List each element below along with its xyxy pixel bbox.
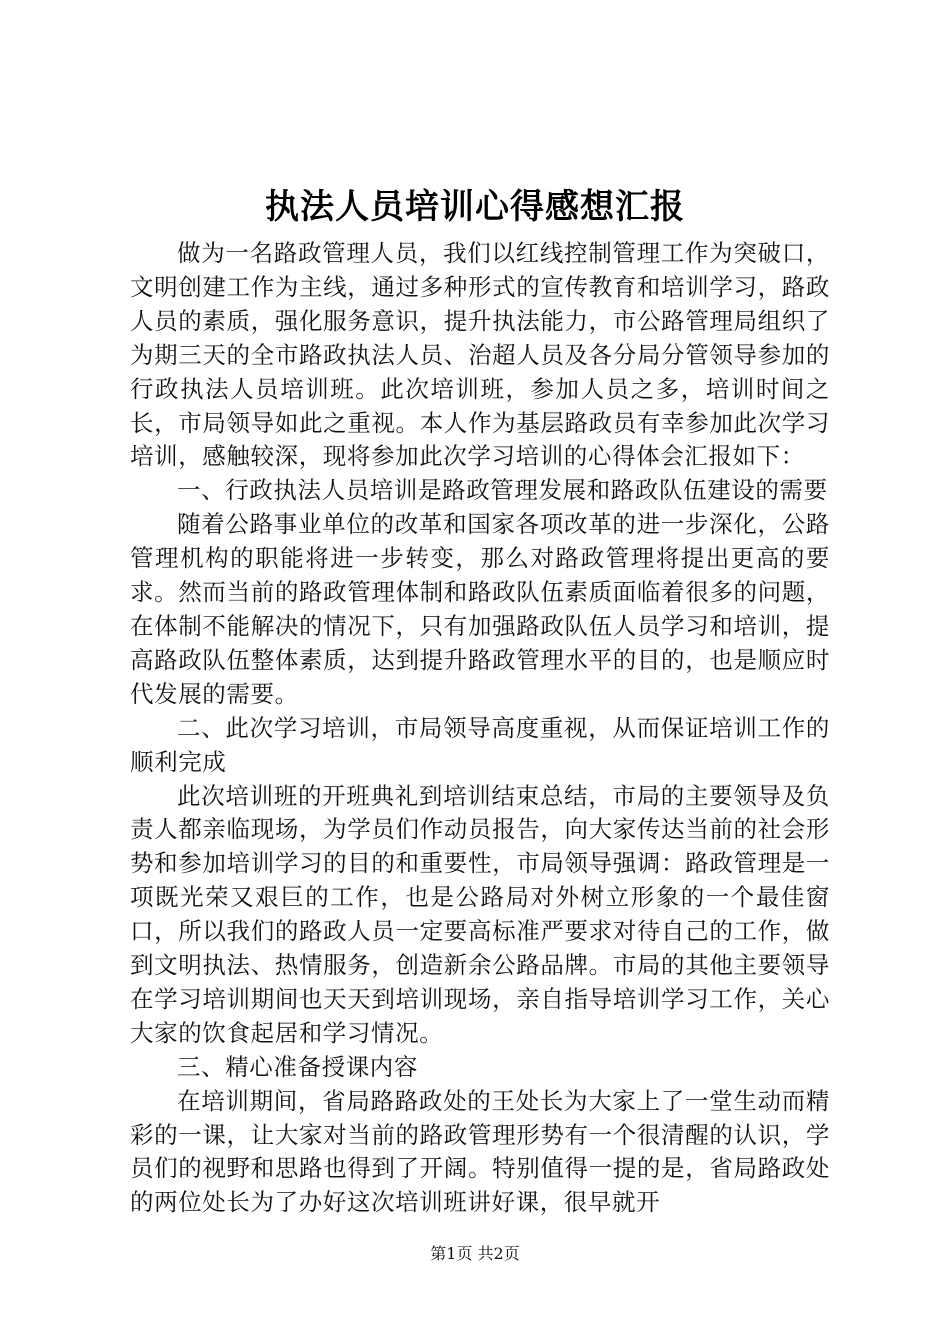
section-heading-1: 一、行政执法人员培训是路政管理发展和路政队伍建设的需要 xyxy=(177,476,828,505)
section-heading-3: 三、精心准备授课内容 xyxy=(177,1052,418,1081)
page-number-footer: 第1页 共2页 xyxy=(430,1244,520,1263)
section-paragraph-2: 此次培训班的开班典礼到培训结束总结，市局的主要领导及负责人都亲临现场，为学员们作动员报告，向大家传达当前的社会形势和参加培训学习的目的和重要性，市局领导强调：路政管理是一项既光荣又艰巨的工作，也是公路局对外树立形象的一个最佳窗口，所以我们的路政人员一定要高标准严要求对待自己的工作，做到文明执法、热情服务，创造新余公路品牌。市局的其他主要领导在学习培训期间也天天到培训现场，亲自指导培训学习工作，关心大家的饮食起居和学习情况。 xyxy=(130,781,830,1047)
document-body xyxy=(130,237,830,1220)
section-paragraph-3: 在培训期间，省局路路政处的王处长为大家上了一堂生动而精彩的一课，让大家对当前的路政管理形势有一个很清醒的认识，学员们的视野和思路也得到了开阔。特别值得一提的是，省局路政处的两位处长为了办好这次培训班讲好课，很早就开 xyxy=(130,1086,830,1217)
section-paragraph-1: 随着公路事业单位的改革和国家各项改革的进一步深化，公路管理机构的职能将进一步转变，那么对路政管理将提出更高的要求。然而当前的路政管理体制和路政队伍素质面临着很多的问题，在体制不能解决的情况下，只有加强路政队伍人员学习和培训，提高路政队伍整体素质，达到提升路政管理水平的目的，也是顺应时代发展的需要。 xyxy=(130,510,830,708)
section-heading-2: 二、此次学习培训，市局领导高度重视，从而保证培训工作的顺利完成 xyxy=(130,713,830,776)
document-title: 执法人员培训心得感想汇报 xyxy=(265,187,685,227)
intro-paragraph: 做为一名路政管理人员，我们以红线控制管理工作为突破口，文明创建工作为主线，通过多种形式的宣传教育和培训学习，路政人员的素质，强化服务意识，提升执法能力，市公路管理局组织了为期三天的全市路政执法人员、治超人员及各分局分管领导参加的行政执法人员培训班。此次培训班，参加人员之多，培训时间之长，市局领导如此之重视。本人作为基层路政员有幸参加此次学习培训，感触较深，现将参加此次学习培训的心得体会汇报如下： xyxy=(130,239,830,471)
